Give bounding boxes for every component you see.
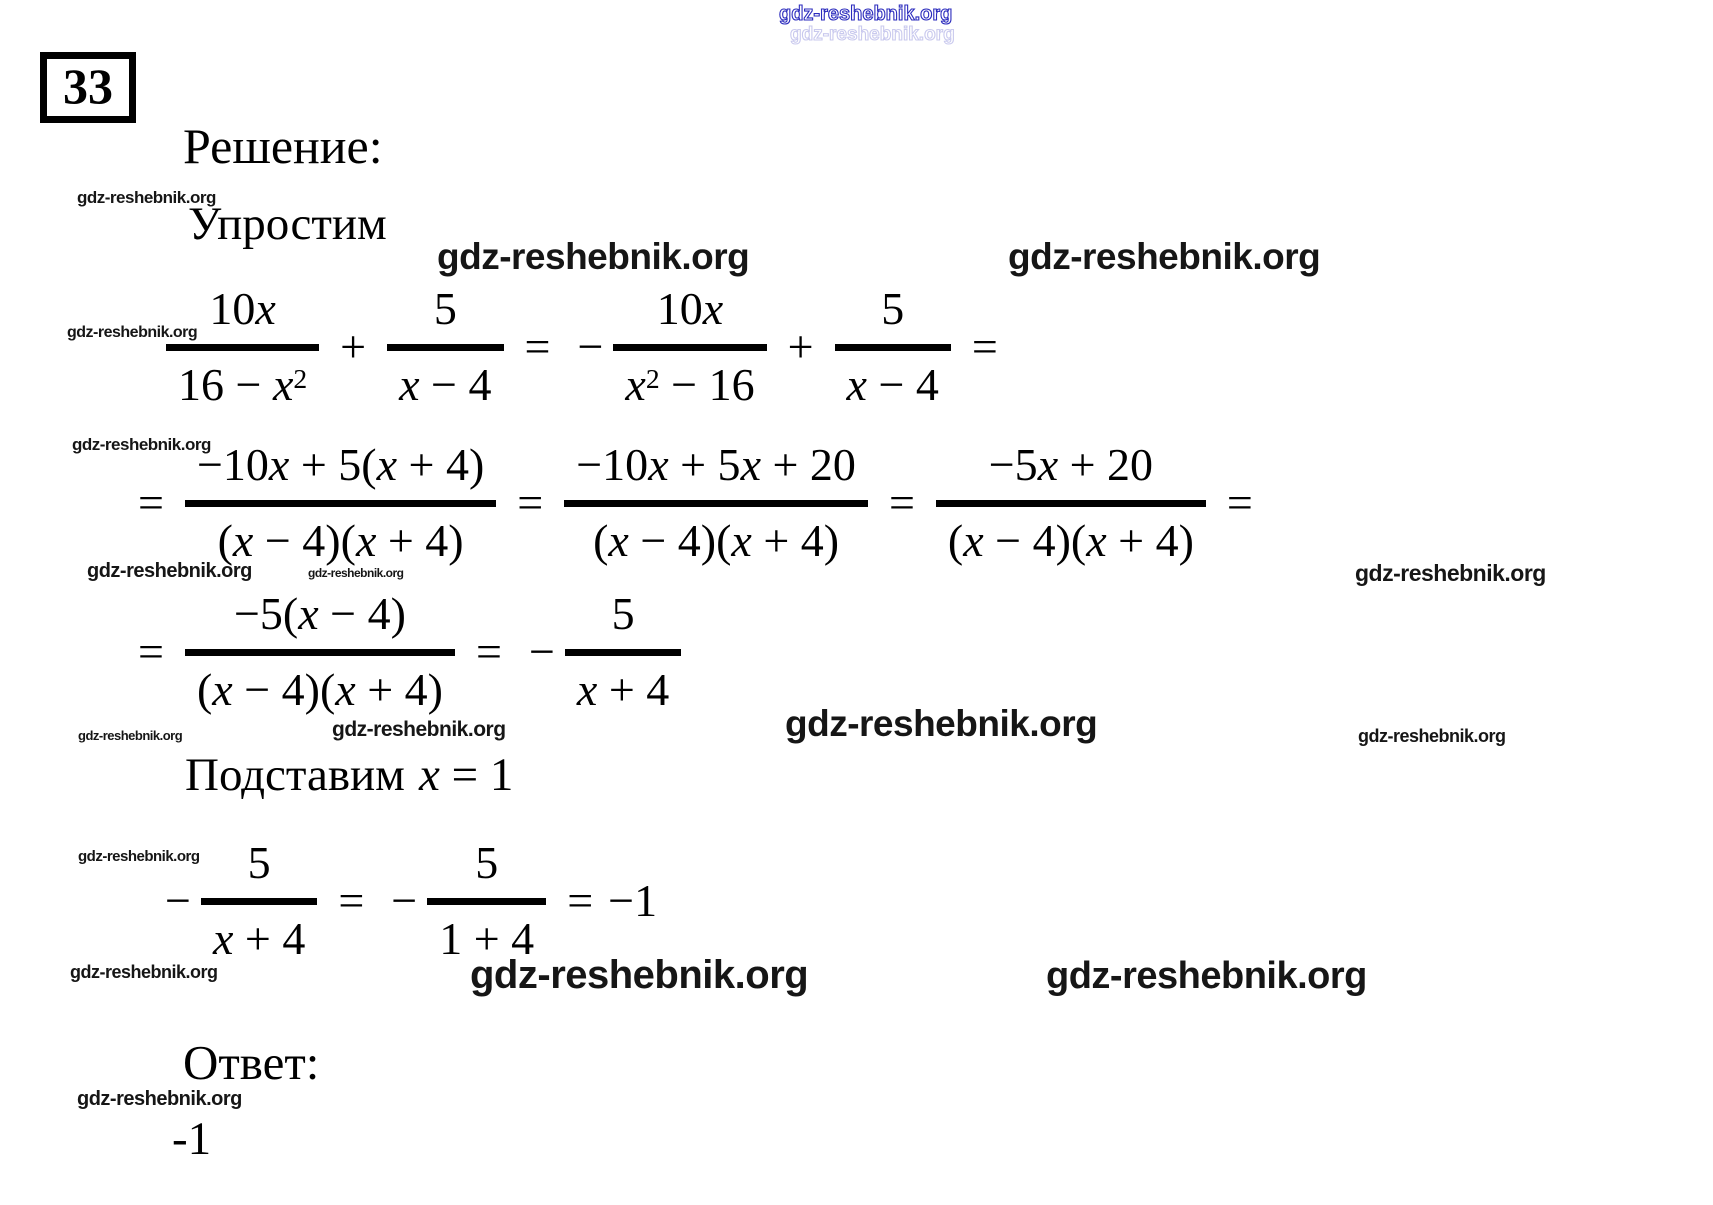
plus-operator: + xyxy=(787,320,814,372)
denominator: x + 4 xyxy=(576,663,670,715)
site-watermark: gdz-reshebnik.org xyxy=(70,962,218,982)
site-watermark: gdz-reshebnik.org xyxy=(470,953,809,997)
equals-sign: = xyxy=(524,320,551,372)
fraction-bar xyxy=(427,898,546,905)
substitute-line xyxy=(185,748,513,802)
equals-sign: = xyxy=(1226,476,1253,528)
numerator: 10x xyxy=(656,283,724,334)
problem-number: 33 xyxy=(63,58,113,114)
fraction-bar xyxy=(564,500,868,507)
equals-sign: = xyxy=(138,625,164,677)
denominator: x − 4 xyxy=(399,358,492,410)
fraction xyxy=(565,588,681,717)
fraction-bar xyxy=(201,898,317,905)
fraction-bar xyxy=(185,500,496,507)
numerator: 5 xyxy=(247,837,271,888)
fraction-bar xyxy=(835,344,951,351)
minus-sign: − xyxy=(577,320,604,372)
numerator: −5(x − 4) xyxy=(233,588,406,639)
fraction-bar xyxy=(613,344,766,351)
denominator: (x − 4)(x + 4) xyxy=(593,514,840,566)
fraction-bar xyxy=(387,344,503,351)
numerator: 5 xyxy=(475,837,499,888)
answer-value: -1 xyxy=(172,1113,212,1165)
numerator: 10x xyxy=(209,283,276,334)
fraction-bar xyxy=(185,649,455,656)
fraction xyxy=(387,283,503,412)
site-watermark-echo: gdz-reshebnik.org xyxy=(790,24,955,45)
equals-sign: = xyxy=(517,476,544,528)
site-watermark: gdz-reshebnik.org xyxy=(78,848,200,865)
solution-heading: Решение: xyxy=(183,118,383,174)
minus-sign: − xyxy=(528,625,555,677)
equals-sign: = xyxy=(567,874,594,926)
problem-number-box xyxy=(40,52,136,123)
numerator: −10x + 5x + 20 xyxy=(576,439,856,490)
denominator: $x^2 - 16$ xyxy=(625,358,755,410)
fraction xyxy=(564,439,868,568)
site-watermark: gdz-reshebnik.org xyxy=(78,728,183,743)
fraction xyxy=(185,588,455,717)
site-watermark: gdz-reshebnik.org xyxy=(72,435,211,454)
numerator: 5 xyxy=(881,283,905,334)
plus-operator: + xyxy=(340,320,367,372)
minus-sign: − xyxy=(165,874,191,926)
site-watermark: gdz-reshebnik.org xyxy=(77,188,216,207)
fraction xyxy=(936,439,1206,568)
fraction-bar xyxy=(166,344,319,351)
denominator: x − 4 xyxy=(846,358,939,410)
equals-sign: = xyxy=(475,625,502,677)
site-watermark: gdz-reshebnik.org xyxy=(77,1088,242,1110)
fraction xyxy=(201,837,317,966)
site-watermark: gdz-reshebnik.org xyxy=(1008,236,1321,277)
numerator: −10x + 5(x + 4) xyxy=(196,439,485,490)
site-watermark: gdz-reshebnik.org xyxy=(785,703,1098,744)
answer-heading: Ответ: xyxy=(183,1035,320,1090)
site-watermark: gdz-reshebnik.org xyxy=(1046,955,1367,997)
fraction-bar xyxy=(936,500,1206,507)
site-watermark: gdz-reshebnik.org xyxy=(87,560,252,582)
simplify-heading: Упростим xyxy=(188,198,387,250)
site-watermark: gdz-reshebnik.org xyxy=(437,236,750,277)
equation-line-3 xyxy=(138,588,687,717)
equation-line-1 xyxy=(160,283,1013,412)
substitute-label: Подставим xyxy=(185,749,405,801)
denominator: 1 + 4 xyxy=(439,912,535,964)
fraction-bar xyxy=(565,649,681,656)
numerator: 5 xyxy=(611,588,635,639)
denominator: (x − 4)(x + 4) xyxy=(947,514,1194,566)
denominator: x + 4 xyxy=(212,912,306,964)
site-watermark: gdz-reshebnik.org xyxy=(67,324,198,341)
minus-sign: − xyxy=(391,874,418,926)
equals-sign: = xyxy=(138,476,164,528)
denominator: (x − 4)(x + 4) xyxy=(196,663,443,715)
site-watermark: gdz-reshebnik.org xyxy=(332,718,506,741)
denominator: $16 - x^2$ xyxy=(178,358,308,410)
denominator: (x − 4)(x + 4) xyxy=(217,514,464,566)
site-watermark: gdz-reshebnik.org xyxy=(1355,560,1546,586)
numerator: 5 xyxy=(433,283,457,334)
equals-sign: = xyxy=(971,320,998,372)
fraction xyxy=(185,439,496,568)
equals-sign: = xyxy=(338,874,365,926)
fraction xyxy=(835,283,951,412)
equals-sign: = xyxy=(888,476,915,528)
fraction xyxy=(613,283,766,412)
site-watermark: gdz-reshebnik.org xyxy=(308,566,404,580)
fraction xyxy=(166,283,319,412)
numerator: −5x + 20 xyxy=(988,439,1154,490)
equation-line-4 xyxy=(165,837,657,966)
substitute-expression: x = 1 xyxy=(418,749,514,801)
equation-line-2 xyxy=(138,439,1268,568)
fraction xyxy=(427,837,546,966)
site-watermark: gdz-reshebnik.org xyxy=(1358,726,1506,746)
result-value: −1 xyxy=(608,874,658,926)
site-watermark: gdz-reshebnik.org xyxy=(779,3,953,25)
